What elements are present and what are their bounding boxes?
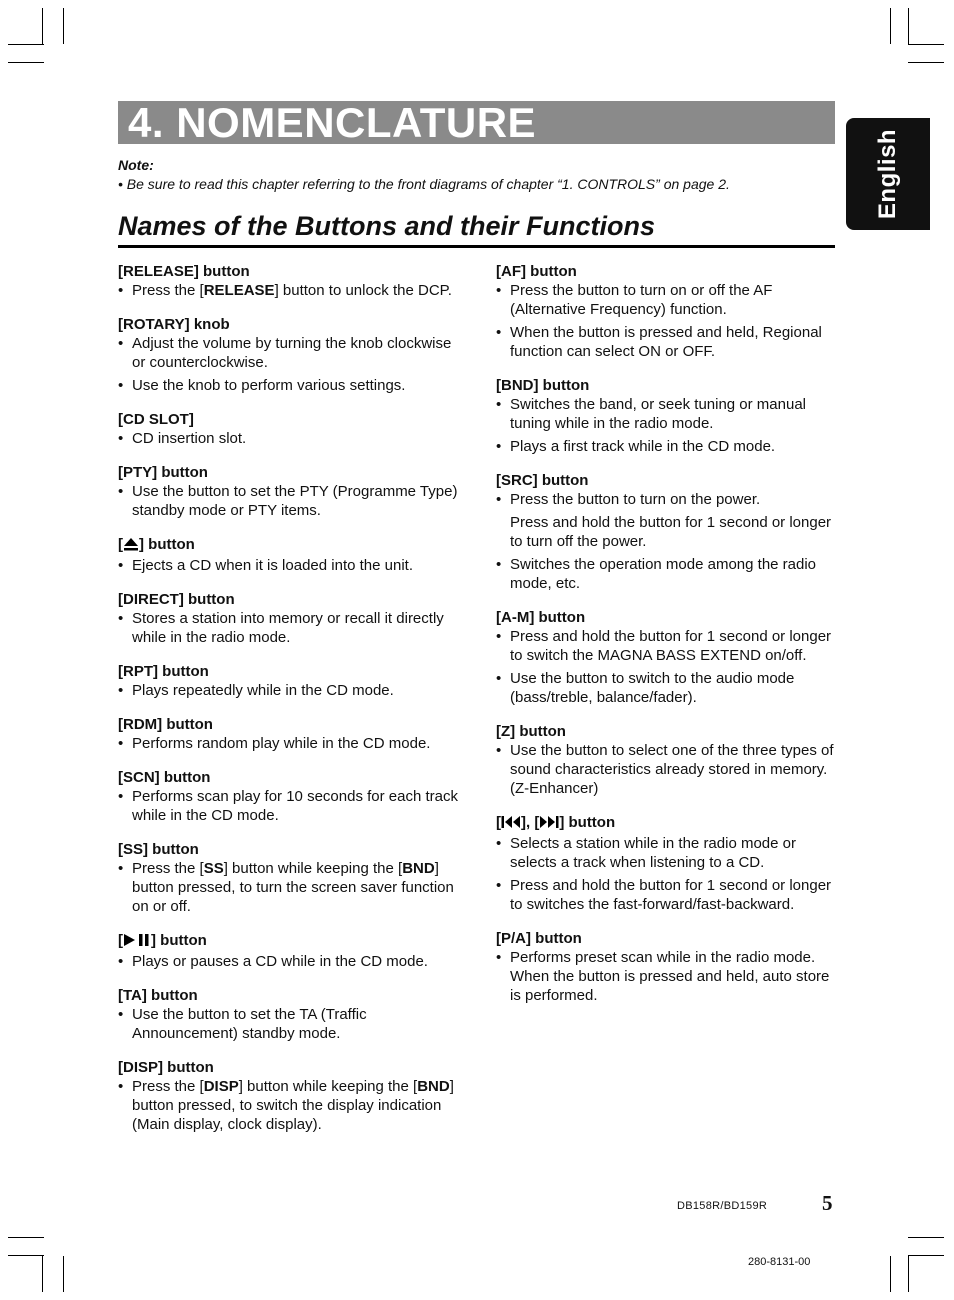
function-entry <box>118 662 458 700</box>
bullet-text: Use the button to switch to the audio mode (bass/treble, balance/fader). <box>510 670 795 706</box>
right-column <box>496 262 836 1020</box>
bullet-text: Switches the band, or seek tuning or manual tuning while in the radio mode. <box>510 396 807 432</box>
crop-mark <box>908 1255 944 1256</box>
entry-title: [Z] button <box>496 723 566 740</box>
crop-mark <box>890 1256 891 1292</box>
bullet-dot: • <box>118 1006 124 1023</box>
crop-mark <box>908 44 944 45</box>
bullet-item <box>118 334 458 372</box>
crop-mark <box>908 1237 944 1238</box>
entry-title: [AF] button <box>496 263 577 280</box>
crop-mark <box>908 62 944 63</box>
bullet-dot: • <box>118 483 124 500</box>
bullet-dot: • <box>496 556 502 573</box>
function-entry <box>118 840 458 916</box>
function-entry <box>118 715 458 753</box>
crop-mark <box>8 44 44 45</box>
bullet-dot: • <box>118 282 124 299</box>
bullet-text: Performs random play while in the CD mode. <box>132 735 431 752</box>
crop-mark <box>63 1256 64 1292</box>
function-entry <box>496 471 836 593</box>
bullet-text: Plays a first track while in the CD mode. <box>510 438 776 455</box>
crop-mark <box>8 1237 44 1238</box>
button-name: SS <box>203 860 224 877</box>
bullet-text: When the button is pressed and held, Regional function can select ON or OFF. <box>510 324 822 360</box>
function-entry <box>118 931 458 971</box>
entry-title: [RPT] button <box>118 663 209 680</box>
bullet-text: Use the button to set the PTY (Programme Type) standby mode or PTY items. <box>132 483 458 519</box>
bullet-item <box>118 609 458 647</box>
function-entry <box>118 590 458 647</box>
bullet-item <box>118 1005 458 1043</box>
crop-mark <box>908 1256 909 1292</box>
bullet-item <box>496 627 836 665</box>
bullet-dot: • <box>496 670 502 687</box>
crop-mark <box>908 8 909 44</box>
bullet-item <box>118 1077 458 1134</box>
bullet-text: Press the button to turn on the power. <box>510 491 761 508</box>
bullet-text: Press and hold the button for 1 second or longer to switches the fast-forward/fast-backward. <box>510 877 832 913</box>
bullet-text: Use the button to select one of the three types of sound characteristics already stored in memory. (Z-Enhancer) <box>510 742 834 797</box>
bullet-item <box>118 482 458 520</box>
bullet-dot: • <box>118 953 124 970</box>
bullet-dot: • <box>496 949 502 966</box>
bullet-text: Use the button to set the TA (Traffic Announcement) standby mode. <box>132 1006 367 1042</box>
entry-title: [A-M] button <box>496 609 586 626</box>
entry-title: [TA] button <box>118 987 198 1004</box>
entry-title: [ ] button <box>118 931 458 952</box>
entry-title: [ ], [ ] button <box>496 813 836 834</box>
button-name: BND <box>417 1078 450 1095</box>
bullet-group <box>496 555 836 593</box>
bullet-text: Ejects a CD when it is loaded into the unit. <box>132 557 413 574</box>
function-entry <box>118 986 458 1043</box>
bullet-dot: • <box>496 877 502 894</box>
page-number: 5 <box>822 1191 833 1215</box>
bullet-text: Press the button to turn on or off the AF (Alternative Frequency) function. <box>510 282 773 318</box>
function-entry <box>496 813 836 914</box>
bullet-item <box>496 437 836 456</box>
bullet-item <box>118 376 458 395</box>
crop-mark <box>42 1256 43 1292</box>
bullet-item <box>118 734 458 753</box>
entry-title: [ ] button <box>118 535 458 556</box>
crop-mark <box>42 8 43 44</box>
bullet-item <box>496 490 836 509</box>
function-entry <box>496 929 836 1005</box>
bullet-item <box>118 859 458 916</box>
function-entry <box>496 262 836 361</box>
entry-title: [ROTARY] knob <box>118 316 230 333</box>
bullet-dot: • <box>118 430 124 447</box>
model-number: DB158R/BD159R <box>677 1200 768 1212</box>
button-name: RELEASE <box>203 282 275 299</box>
bullet-item <box>496 741 836 798</box>
bullet-dot: • <box>118 788 124 805</box>
bullet-dot: • <box>118 860 124 877</box>
entry-title: [RELEASE] button <box>118 263 250 280</box>
entry-title: [P/A] button <box>496 930 582 947</box>
bullet-item <box>496 669 836 707</box>
bullet-item <box>118 681 458 700</box>
bullet-dot: • <box>118 610 124 627</box>
bullet-text: Press the [SS] button while keeping the [BND] button pressed, to turn the screen saver function on or off. <box>132 860 454 915</box>
bullet-item <box>496 395 836 433</box>
function-entry <box>118 535 458 575</box>
fast-forward-icon <box>539 815 559 834</box>
bullet-text: Press the [RELEASE] button to unlock the DCP. <box>132 282 452 299</box>
bullet-text: CD insertion slot. <box>132 430 247 447</box>
bullet-item <box>496 323 836 361</box>
bullet-item <box>118 429 458 448</box>
bullet-item <box>496 876 836 914</box>
note-label: Note: <box>118 157 154 173</box>
function-entry <box>118 1058 458 1134</box>
button-name: DISP <box>203 1078 239 1095</box>
note <box>118 157 730 192</box>
bullet-dot: • <box>118 682 124 699</box>
play-pause-icon <box>123 933 151 952</box>
bullet-text: Performs preset scan while in the radio mode. When the button is pressed and held, auto store is performed. <box>510 949 830 1004</box>
function-entry <box>496 608 836 707</box>
bullet-text: Stores a station into memory or recall it directly while in the radio mode. <box>132 610 444 646</box>
bullet-dot: • <box>496 835 502 852</box>
function-entry <box>118 768 458 825</box>
function-entry <box>118 315 458 395</box>
language-tab <box>846 118 930 230</box>
entry-title: [SRC] button <box>496 472 589 489</box>
function-entry <box>118 262 458 300</box>
chapter-header <box>118 101 835 144</box>
bullet-dot: • <box>496 396 502 413</box>
bullet-dot: • <box>496 628 502 645</box>
bullet-item <box>496 281 836 319</box>
chapter-title: 4. NOMENCLATURE <box>128 99 537 146</box>
bullet-item <box>496 555 836 593</box>
bullet-text: Press the [DISP] button while keeping the [BND] button pressed, to switch the display indication (Main display, clock display). <box>132 1078 454 1133</box>
rewind-icon <box>501 815 521 834</box>
function-entry <box>118 410 458 448</box>
crop-mark <box>8 1255 44 1256</box>
function-entry <box>496 376 836 456</box>
section-title: Names of the Buttons and their Functions <box>118 210 835 248</box>
entry-title: [RDM] button <box>118 716 213 733</box>
entry-title: [SS] button <box>118 841 199 858</box>
bullet-text: Adjust the volume by turning the knob clockwise or counterclockwise. <box>132 335 452 371</box>
bullet-dot: • <box>496 282 502 299</box>
bullet-item <box>496 834 836 872</box>
bullet-dot: • <box>118 735 124 752</box>
bullet-text: Press and hold the button for 1 second or longer to switch the MAGNA BASS EXTEND on/off. <box>510 628 832 664</box>
bullet-text: Performs scan play for 10 seconds for each track while in the CD mode. <box>132 788 458 824</box>
bullet-item <box>496 948 836 1005</box>
bullet-dot: • <box>496 324 502 341</box>
eject-icon <box>123 537 139 556</box>
crop-mark <box>8 62 44 63</box>
bullet-dot: • <box>496 742 502 759</box>
entry-title: [SCN] button <box>118 769 211 786</box>
function-entry <box>118 463 458 520</box>
bullet-text: Use the knob to perform various settings. <box>132 377 406 394</box>
bullet-text: Selects a station while in the radio mode or selects a track when listening to a CD. <box>510 835 796 871</box>
entry-title: [PTY] button <box>118 464 208 481</box>
bullet-dot: • <box>496 491 502 508</box>
bullet-text: Switches the operation mode among the radio mode, etc. <box>510 556 817 592</box>
left-column <box>118 262 458 1149</box>
crop-mark <box>890 8 891 44</box>
bullet-text: Plays repeatedly while in the CD mode. <box>132 682 394 699</box>
bullet-dot: • <box>496 438 502 455</box>
note-text: • Be sure to read this chapter referring to the front diagrams of chapter “1. CONTROLS” on page 2. <box>118 176 730 192</box>
language-tab-label: English <box>874 128 901 220</box>
continuation-text: Press and hold the button for 1 second or longer to turn off the power. <box>510 514 832 550</box>
entry-title: [DIRECT] button <box>118 591 235 608</box>
entry-title: [DISP] button <box>118 1059 214 1076</box>
bullet-item <box>118 952 458 971</box>
document-code: 280-8131-00 <box>748 1256 811 1268</box>
bullet-item <box>118 281 458 300</box>
bullet-dot: • <box>118 1078 124 1095</box>
function-entry <box>496 722 836 798</box>
crop-mark <box>63 8 64 44</box>
bullet-item <box>118 787 458 825</box>
entry-title: [BND] button <box>496 377 590 394</box>
entry-title: [CD SLOT] <box>118 411 194 428</box>
bullet-dot: • <box>118 335 124 352</box>
bullet-item <box>118 556 458 575</box>
button-name: BND <box>402 860 435 877</box>
bullet-dot: • <box>118 557 124 574</box>
bullet-dot: • <box>118 377 124 394</box>
bullet-text: Plays or pauses a CD while in the CD mode. <box>132 953 428 970</box>
